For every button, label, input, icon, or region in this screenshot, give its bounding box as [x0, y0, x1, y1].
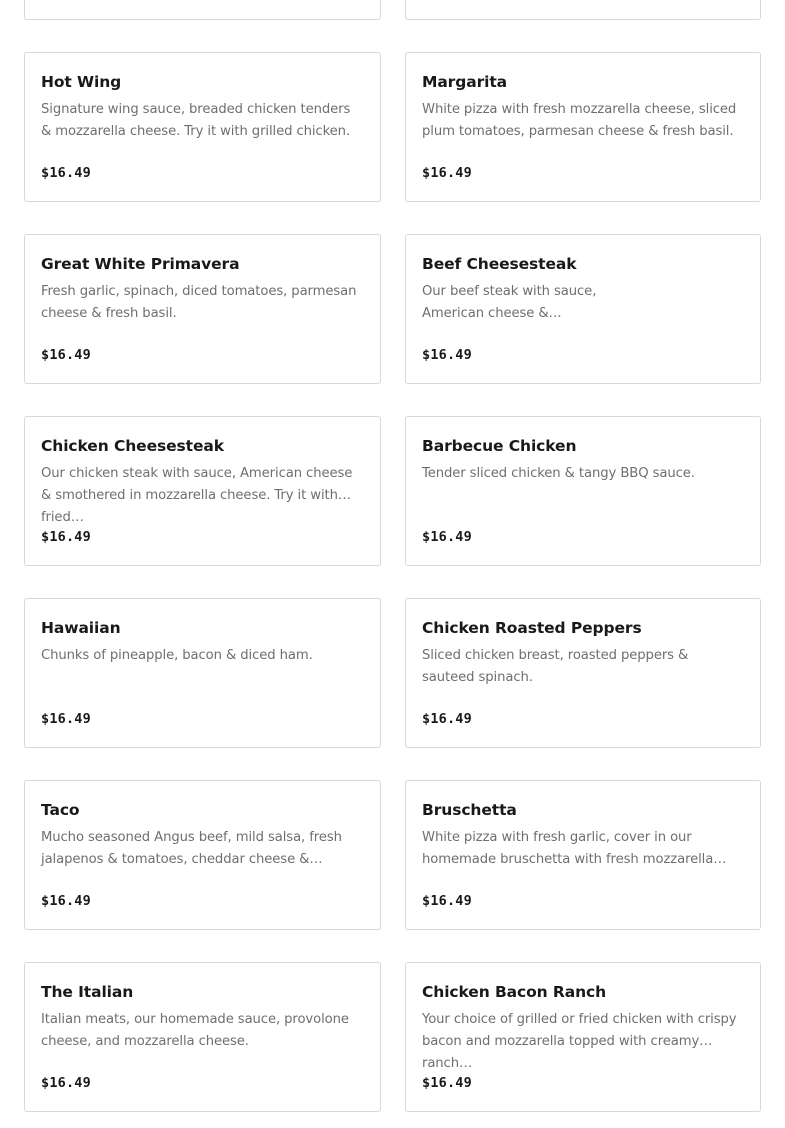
menu-item-card[interactable] [24, 780, 381, 930]
menu-item-price: $16.49 [422, 347, 472, 363]
menu-item-description: Italian meats, our homemade sauce, provolone cheese, and mozzarella cheese. [41, 1012, 349, 1049]
menu-item-price: $16.49 [41, 711, 91, 727]
menu-item-card[interactable] [405, 962, 761, 1112]
menu-item-price: $16.49 [41, 893, 91, 909]
menu-item-name: Chicken Roasted Peppers [422, 619, 642, 637]
menu-item-name: Bruschetta [422, 801, 517, 819]
menu-item-description: Our beef steak with sauce, American cheese &… [422, 284, 597, 321]
menu-item-description: Tender sliced chicken & tangy BBQ sauce. [422, 466, 695, 481]
menu-item-name: Chicken Bacon Ranch [422, 983, 607, 1001]
menu-item-price: $16.49 [41, 1075, 91, 1091]
menu-item-price: $16.49 [422, 529, 472, 545]
menu-item-description: Signature wing sauce, breaded chicken tenders & mozzarella cheese. Try it with grilled chicken. [41, 102, 351, 139]
menu-item-price: $16.49 [422, 1075, 472, 1091]
menu-item-description: Chunks of pineapple, bacon & diced ham. [41, 648, 313, 663]
menu-item-description: Your choice of grilled or fried chicken with crispy bacon and mozzarella topped with creamy ranch… [422, 1012, 737, 1071]
menu-item-name: Barbecue Chicken [422, 437, 577, 455]
menu-item-card[interactable] [405, 234, 761, 384]
menu-item-description: Fresh garlic, spinach, diced tomatoes, parmesan cheese & fresh basil. [41, 284, 357, 321]
menu-item-name: Margarita [422, 73, 508, 91]
menu-item-name: Beef Cheesesteak [422, 255, 577, 273]
menu-item-price: $16.49 [422, 893, 472, 909]
menu-item-price: $16.49 [41, 165, 91, 181]
menu-item-price: $16.49 [422, 165, 472, 181]
menu-item-card[interactable] [24, 416, 381, 566]
menu-item-card[interactable] [24, 234, 381, 384]
menu-item-name: Chicken Cheesesteak [41, 437, 224, 455]
menu-item-card[interactable] [405, 780, 761, 930]
menu-item-card[interactable] [405, 416, 761, 566]
menu-item-name: Great White Primavera [41, 255, 240, 273]
menu-item-name: Taco [41, 801, 80, 819]
menu-item-price: $16.49 [41, 529, 91, 545]
menu-item-card-partial[interactable] [405, 0, 761, 20]
menu-item-description: White pizza with fresh garlic, cover in our homemade bruschetta with fresh mozzarella… [422, 830, 727, 867]
menu-item-card[interactable] [405, 52, 761, 202]
menu-item-name: The Italian [41, 983, 134, 1001]
menu-item-card-partial[interactable] [24, 0, 381, 20]
menu-item-price: $16.49 [41, 347, 91, 363]
menu-item-description: Mucho seasoned Angus beef, mild salsa, fresh jalapenos & tomatoes, cheddar cheese &… [41, 830, 342, 867]
menu-item-price: $16.49 [422, 711, 472, 727]
menu-items-grid [24, 0, 761, 1112]
menu-item-card[interactable] [24, 598, 381, 748]
menu-item-card[interactable] [405, 598, 761, 748]
menu-item-description: White pizza with fresh mozzarella cheese, sliced plum tomatoes, parmesan cheese & fresh basil. [422, 102, 737, 139]
menu-item-card[interactable] [24, 962, 381, 1112]
menu-item-description: Sliced chicken breast, roasted peppers & sauteed spinach. [422, 648, 689, 685]
menu-item-name: Hawaiian [41, 619, 121, 637]
menu-item-card[interactable] [24, 52, 381, 202]
menu-item-name: Hot Wing [41, 73, 122, 91]
menu-item-description: Our chicken steak with sauce, American cheese & smothered in mozzarella cheese. Try it with fried… [41, 466, 353, 525]
